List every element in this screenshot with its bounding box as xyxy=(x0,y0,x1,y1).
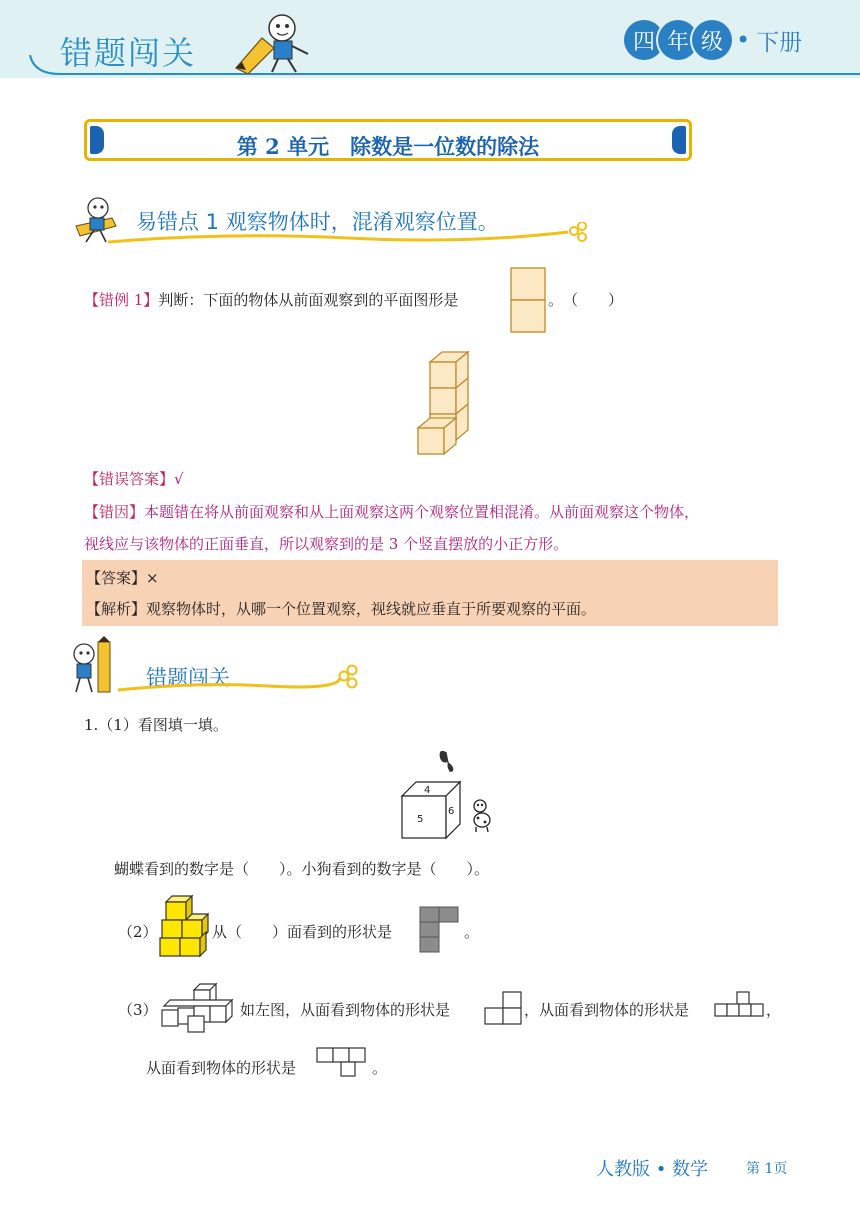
example-label: 【错例 1】 xyxy=(84,291,159,309)
analysis-text: 观察物体时，从哪一个位置观察，视线就应垂直于所要观察的平面。 xyxy=(146,600,597,618)
analysis-label: 【解析】 xyxy=(86,600,147,618)
q1-intro: 1.（1）看图填一填。 xyxy=(84,716,228,734)
answer-value: × xyxy=(146,569,159,587)
q1-blanks: 蝴蝶看到的数字是（ ）。小狗看到的数字是（ ）。 xyxy=(114,860,490,878)
q3-shape-b xyxy=(713,990,765,1020)
reason-line-2: 视线应与该物体的正面垂直，所以观察到的是 3 个竖直摆放的小正方形。 xyxy=(84,535,569,553)
grade-char: 四 xyxy=(624,20,664,60)
q2-end: 。 xyxy=(464,923,480,941)
cube-front-number: 5 xyxy=(417,814,424,825)
wrong-answer xyxy=(84,468,184,490)
cube-top-number: 4 xyxy=(424,785,431,796)
numbered-cube-figure xyxy=(390,748,500,844)
example-suffix: 。 （ ） xyxy=(548,291,624,309)
q3-shape-a xyxy=(483,990,523,1028)
reason-line-1 xyxy=(84,501,784,523)
reason-text-1: 本题错在将从前面观察和从上面观察这两个观察位置相混淆。从前面观察这个物体， xyxy=(144,503,700,521)
reason-label: 【错因】 xyxy=(84,503,145,521)
q3-label: （3） xyxy=(118,1001,158,1019)
cube-side-number: 6 xyxy=(448,806,455,817)
grade-separator: • xyxy=(736,26,751,54)
point-heading: 易错点 1 观察物体时，混淆观察位置。 xyxy=(136,210,499,234)
grade-label xyxy=(624,18,802,62)
analysis-line xyxy=(86,598,596,620)
q3-line2: 从面看到物体的形状是 xyxy=(146,1059,297,1077)
wrong-answer-value: √ xyxy=(174,470,184,488)
pencil-mascot-icon xyxy=(232,8,322,74)
q3-end: 。 xyxy=(372,1059,388,1077)
heading-underline-wave xyxy=(108,222,594,250)
heading-underline-wave xyxy=(118,664,362,698)
dog-icon xyxy=(474,800,490,832)
footer-publisher: 人教版 • 数学 xyxy=(596,1159,709,1180)
yellow-cubes-figure xyxy=(156,894,212,962)
header-title: 错题闯关 xyxy=(60,34,197,72)
q2-text: 从（ ）面看到的形状是 xyxy=(212,923,393,941)
q2-label: （2） xyxy=(118,923,158,941)
answer-label: 【答案】 xyxy=(86,569,147,587)
q3-comma: ， xyxy=(766,1001,782,1019)
grade-char: 年 xyxy=(658,20,698,60)
q3-wire-cubes-figure xyxy=(158,982,238,1034)
butterfly-icon xyxy=(440,751,454,772)
grade-char: 级 xyxy=(692,20,732,60)
example-question xyxy=(84,289,458,311)
q3-shape-c xyxy=(315,1046,369,1080)
answer-line xyxy=(86,567,159,589)
unit-title: 第 2 单元 除数是一位数的除法 xyxy=(236,134,540,159)
q3-text-a: 如左图，从面看到物体的形状是 xyxy=(240,1001,451,1019)
q3-text-b: ，从面看到物体的形状是 xyxy=(524,1001,690,1019)
practice-heading: 错题闯关 xyxy=(146,666,230,690)
wrong-answer-label: 【错误答案】 xyxy=(84,470,175,488)
front-view-figure xyxy=(510,267,546,333)
footer-page-number: 第 1页 xyxy=(746,1161,788,1177)
example-question-text: 判断：下面的物体从前面观察到的平面图形是 xyxy=(158,291,459,309)
mascot-pencil-icon xyxy=(66,636,120,694)
grade-volume: 下册 xyxy=(756,29,803,56)
stacked-cubes-figure xyxy=(414,350,474,456)
q2-gray-shape xyxy=(418,905,462,955)
